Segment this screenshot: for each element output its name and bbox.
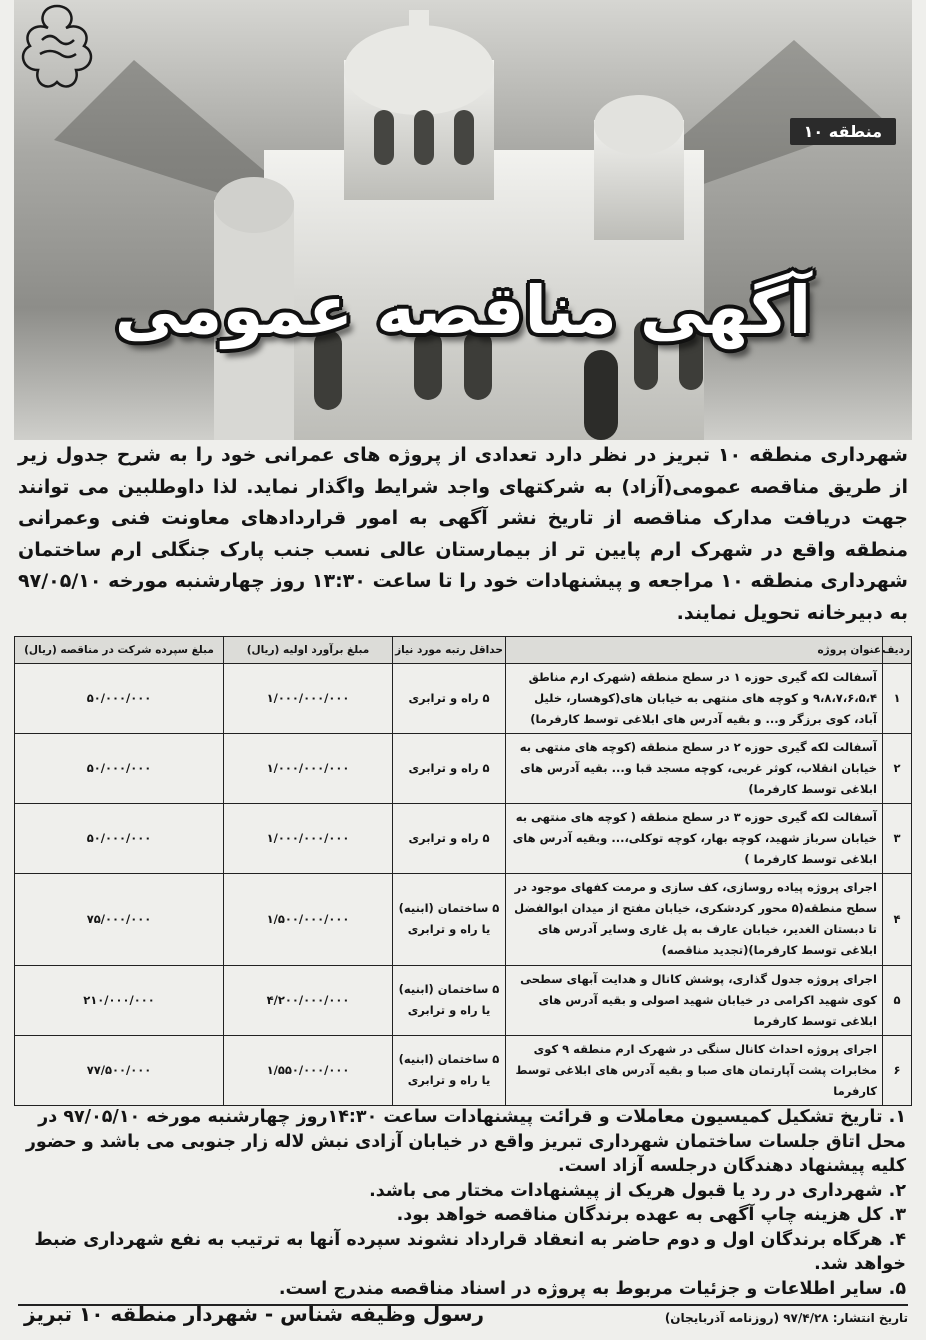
table-row [15,664,912,734]
table-row [15,804,912,874]
initial-estimate: ۱/۵۰۰/۰۰۰/۰۰۰ [224,874,393,966]
condition-item: ۲. شهرداری در رد یا قبول هریک از پیشنهادات مختار می باشد. [369,1180,906,1201]
district-label: منطقه ۱۰ [790,118,896,145]
table-row [15,1035,912,1105]
min-rank: ۵ راه و ترابری [393,734,506,804]
condition-item: ۱. تاریخ تشکیل کمیسیون معاملات و قرائت پیشنهادات ساعت ۱۴:۳۰روز چهارشنبه مورخه ۹۷/۰۵/۱۰ در محل اتاق جلسات ساختمان شهرداری تبریز واقع در خیابان آزادی نبش لاله زار جنوبی می باشد و حضور کلیه پیشنهاد دهندگان درجلسه آزاد است. [25,1107,906,1176]
deposit-amount: ۷۷/۵۰۰/۰۰۰ [15,1035,224,1105]
row-number: ۱ [883,664,912,734]
row-number: ۴ [883,874,912,966]
project-title: آسفالت لکه گیری حوزه ۱ در سطح منطقه (شهرک ارم مناطق ۹،۸،۷،۶،۵،۴ و کوچه های منتهی به خیابان های(کوهسار، خلیل آباد، کوی برزگر و... و بقیه آدرس های ابلاغی توسط کارفرما) [506,664,883,734]
min-rank: ۵ راه و ترابری [393,664,506,734]
min-rank: ۵ ساختمان (ابنیه) یا راه و ترابری [393,965,506,1035]
row-number: ۲ [883,734,912,804]
condition-item: ۵. سایر اطلاعات و جزئیات مربوط به پروژه در اسناد مناقصه مندرج است. [278,1278,906,1299]
header-deposit: مبلغ سپرده شرکت در مناقصه (ریال) [15,637,224,664]
deposit-amount: ۵۰/۰۰۰/۰۰۰ [15,804,224,874]
project-title: اجرای پروژه جدول گذاری، پوشش کانال و هدایت آبهای سطحی کوی شهید اکرامی در خیابان شهید اصولی و بقیه آدرس های ابلاغی توسط کارفرما [506,965,883,1035]
table-row [15,965,912,1035]
initial-estimate: ۱/۰۰۰/۰۰۰/۰۰۰ [224,664,393,734]
min-rank: ۵ ساختمان (ابنیه) یا راه و ترابری [393,1035,506,1105]
intro-paragraph: شهرداری منطقه ۱۰ تبریز در نظر دارد تعدادی از پروژه های عمرانی خود را به شرح جدول زیر از طریق مناقصه عمومی(آزاد) به شرکتهای واجد شرایط واگذار نماید. لذا داوطلبین می توانند جهت دریافت مدارک مناقصه از تاریخ نشر آگهی به امور قراردادهای معاونت فنی وعمرانی منطقه واقع در شهرک ارم پایین تر از بیمارستان عالی نسب جنب پارک جنگلی ارم ساختمان شهرداری منطقه ۱۰ مراجعه و پیشنهادات خود را تا ساعت ۱۳:۳۰ روز چهارشنبه مورخه ۹۷/۰۵/۱۰ به دبیرخانه تحویل نمایند. [18,444,908,624]
municipality-logo [14,0,100,96]
row-number: ۶ [883,1035,912,1105]
condition-item: ۴. هرگاه برندگان اول و دوم حاضر به انعقاد قرارداد نشوند سپرده آنها به ترتیب به نفع شهرداری ضبط خواهد شد. [34,1229,906,1274]
projects-table [14,636,912,1106]
project-title: آسفالت لکه گیری حوزه ۳ در سطح منطقه ( کوچه های منتهی به خیابان سرباز شهید، کوچه بهار، کوچه توکلی،... وبقیه آدرس های ابلاغی توسط کارفرما ) [506,804,883,874]
table-header-row [15,637,912,664]
notice-title: آگهی مناقصه عمومی [114,272,812,349]
header-initial-estimate: مبلغ برآورد اولیه (ریال) [224,637,393,664]
min-rank: ۵ ساختمان (ابنیه) یا راه و ترابری [393,874,506,966]
project-title: اجرای پروژه پیاده روسازی، کف سازی و مرمت کفهای موجود در سطح منطقه(۵ محور کردشکری، خیابان مفتح از میدان ابوالفضل تا دبستان الغدیر، خیابان عارف به پل غاری وسایر آدرس های ابلاغی توسط کارفرما)(تجدید مناقصه) [506,874,883,966]
initial-estimate: ۱/۰۰۰/۰۰۰/۰۰۰ [224,734,393,804]
initial-estimate: ۱/۰۰۰/۰۰۰/۰۰۰ [224,804,393,874]
publish-date: تاریخ انتشار: ۹۷/۴/۲۸ (روزنامه آذربایجان) [664,1311,908,1325]
deposit-amount: ۵۰/۰۰۰/۰۰۰ [15,734,224,804]
row-number: ۳ [883,804,912,874]
condition-item: ۳. کل هزینه چاپ آگهی به عهده برندگان مناقصه خواهد بود. [396,1205,906,1225]
project-title: اجرای پروژه احداث کانال سنگی در شهرک ارم منطقه ۹ کوی مخابرات پشت آپارتمان های صبا و بقیه آدرس های ابلاغی توسط کارفرما [506,1035,883,1105]
deposit-amount: ۵۰/۰۰۰/۰۰۰ [15,664,224,734]
initial-estimate: ۱/۵۵۰/۰۰۰/۰۰۰ [224,1035,393,1105]
min-rank: ۵ راه و ترابری [393,804,506,874]
deposit-amount: ۲۱۰/۰۰۰/۰۰۰ [15,965,224,1035]
project-title: آسفالت لکه گیری حوزه ۲ در سطح منطقه (کوچه های منتهی به خیابان انقلاب، کوثر غربی، کوچه مسجد قبا و... بقیه آدرس های ابلاغی توسط کارفرما) [506,734,883,804]
row-number: ۵ [883,965,912,1035]
footer [18,1304,908,1336]
deposit-amount: ۷۵/۰۰۰/۰۰۰ [15,874,224,966]
table-row [15,874,912,966]
header-row-number: ردیف [883,637,912,664]
header-min-rank: حداقل رتبه مورد نیاز [393,637,506,664]
table-row [15,734,912,804]
initial-estimate: ۴/۲۰۰/۰۰۰/۰۰۰ [224,965,393,1035]
signer-name: رسول وظیفه شناس - شهردار منطقه ۱۰ تبریز [24,1302,484,1326]
conditions-list [22,1105,906,1301]
header-banner [14,0,912,440]
building-illustration [14,0,912,440]
header-project-title: عنوان پروژه [506,637,883,664]
